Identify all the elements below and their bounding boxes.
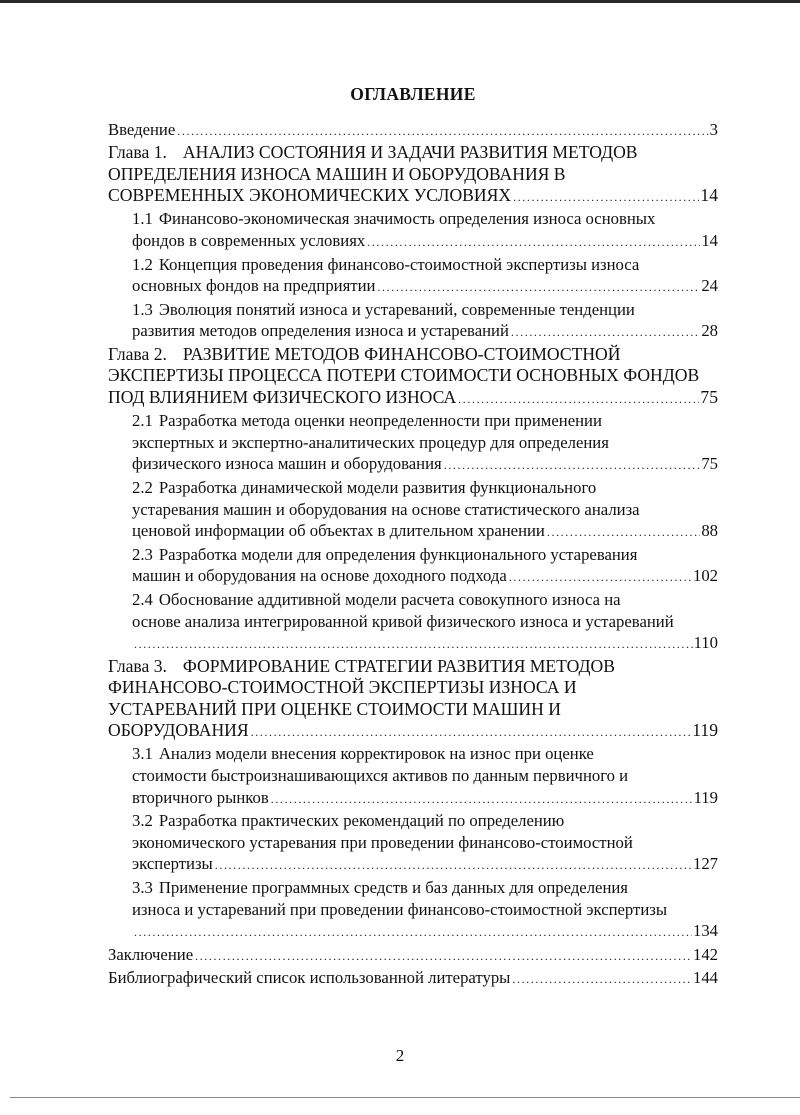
toc-section-entry[interactable] (108, 810, 718, 877)
toc-entry[interactable] (108, 119, 718, 143)
toc-entry-text: Финансово-экономическая значимость определения износа основных (158, 209, 656, 229)
toc-entry-text: РАЗВИТИЕ МЕТОДОВ ФИНАНСОВО-СТОИМОСТНОЙ (182, 343, 621, 364)
section-number: 1.3 (132, 299, 153, 319)
toc-section-entry[interactable] (108, 410, 718, 477)
toc-entry-last-line (108, 387, 718, 410)
toc-entry-text: экспертизы (132, 854, 213, 874)
dot-leader (251, 722, 692, 743)
section-number: 2.4 (132, 589, 153, 609)
chapter-label: Глава 3. (108, 655, 167, 676)
toc-entry-text: основных фондов на предприятии (132, 276, 376, 296)
toc-chapter-entry[interactable] (108, 656, 718, 744)
section-number: 3.1 (132, 744, 153, 764)
toc-page-number: 88 (701, 521, 718, 541)
toc-entry-line (132, 743, 718, 765)
toc-entry-last-line (132, 853, 718, 877)
section-number: 1.1 (132, 209, 153, 229)
toc-section-entry[interactable] (108, 208, 718, 253)
toc-entry-text: ФОРМИРОВАНИЕ СТРАТЕГИИ РАЗВИТИЯ МЕТОДОВ (182, 655, 615, 676)
toc-entry-text: ценовой информации об объектах в длительном хранении (132, 521, 545, 541)
toc-page-number: 75 (700, 386, 718, 407)
toc-entry-last-line (132, 320, 718, 344)
toc-entry-text: устаревания машин и оборудования на основе статистического анализа (132, 499, 640, 519)
toc-entry-line (132, 544, 718, 566)
toc-page-number: 24 (701, 276, 718, 296)
toc-entry-line (132, 832, 718, 854)
section-number: 1.2 (132, 254, 153, 274)
dot-leader (444, 455, 701, 477)
toc-page-number: 102 (692, 566, 718, 586)
toc-entry-last-line (132, 453, 718, 477)
toc-entry-last-line (132, 565, 718, 589)
toc-entry-last-line (108, 967, 718, 991)
toc-entry-last-line (132, 520, 718, 544)
dot-leader (177, 121, 708, 143)
toc-entry-text: ПОД ВЛИЯНИЕМ ФИЗИЧЕСКОГО ИЗНОСА (108, 386, 457, 407)
dot-leader (195, 946, 692, 968)
toc-page-number: 119 (692, 719, 718, 740)
toc-entry-text: экспертных и экспертно-аналитических процедур для определения (132, 432, 609, 452)
toc-entry-line (132, 810, 718, 832)
toc-entry-text: СОВРЕМЕННЫХ ЭКОНОМИЧЕСКИХ УСЛОВИЯХ (108, 185, 512, 205)
page-number: 2 (395, 1046, 405, 1065)
toc-entry-text: фондов в современных условиях (132, 231, 366, 250)
toc-entry-line (108, 365, 718, 386)
toc-page-number: 14 (700, 185, 718, 205)
toc-page (108, 84, 718, 991)
toc-section-entry[interactable] (108, 477, 718, 544)
toc-entry-last-line (108, 720, 718, 743)
toc-section-entry[interactable] (108, 299, 718, 344)
toc-page-number: 134 (692, 921, 718, 941)
section-number: 2.3 (132, 544, 153, 564)
toc-section-entry[interactable] (108, 877, 718, 944)
toc-entry-text: Разработка метода оценки неопределенности при применении (158, 411, 602, 431)
toc-entry-text: Разработка модели для определения функционального устаревания (158, 544, 638, 564)
bottom-rule (10, 1097, 800, 1098)
toc-entry-text: физического износа машин и оборудования (132, 454, 442, 474)
toc-title: ОГЛАВЛЕНИЕ (350, 84, 476, 104)
toc-entry-last-line (132, 632, 718, 656)
toc-entry[interactable] (108, 944, 718, 968)
toc-entry-last-line (108, 185, 718, 208)
dot-leader (511, 322, 700, 344)
toc-entry-line (132, 299, 718, 321)
toc-entry-text: Эволюция понятий износа и устареваний, современные тенденции (158, 299, 635, 319)
toc-entry-text: Применение программных средств и баз данных для определения (158, 877, 628, 897)
toc-entry-last-line (132, 230, 718, 254)
dot-leader (215, 855, 692, 877)
section-number: 3.2 (132, 811, 153, 831)
chapter-label: Глава 2. (108, 343, 167, 364)
toc-list (108, 119, 718, 991)
chapter-label: Глава 1. (108, 142, 167, 163)
toc-entry-text: Обоснование аддитивной модели расчета совокупного износа на (158, 589, 621, 609)
toc-entry-text: ОПРЕДЕЛЕНИЯ ИЗНОСА МАШИН И ОБОРУДОВАНИЯ В (108, 163, 566, 184)
toc-entry-text: Введение (108, 119, 176, 139)
toc-entry-line (132, 899, 718, 921)
toc-entry-line (132, 410, 718, 432)
toc-entry-last-line (132, 920, 718, 944)
toc-entry-line (132, 589, 718, 611)
dot-leader (547, 522, 700, 544)
toc-section-entry[interactable] (108, 254, 718, 299)
toc-entry-line (132, 432, 718, 454)
toc-entry-text: Разработка практических рекомендаций по определению (158, 811, 565, 831)
toc-chapter-entry[interactable] (108, 344, 718, 410)
toc-section-entry[interactable] (108, 743, 718, 810)
toc-entry-line (108, 142, 718, 163)
toc-entry-line (132, 254, 718, 276)
dot-leader (377, 277, 700, 299)
toc-entry-text: ОБОРУДОВАНИЯ (108, 719, 249, 740)
toc-entry-last-line (108, 119, 718, 143)
toc-entry-line (108, 656, 718, 677)
dot-leader (513, 187, 699, 208)
toc-entry-text: Анализ модели внесения корректировок на износ при оценке (158, 744, 594, 764)
dot-leader (367, 232, 700, 254)
toc-section-entry[interactable] (108, 544, 718, 589)
toc-entry-line (132, 765, 718, 787)
dot-leader (458, 389, 699, 410)
toc-entry-line (108, 677, 718, 698)
toc-entry-text: развития методов определения износа и устареваний (132, 321, 509, 341)
scan-edge (0, 0, 800, 3)
toc-entry-text: вторичного рынков (132, 787, 269, 807)
toc-entry-last-line (132, 787, 718, 811)
toc-entry-line (132, 499, 718, 521)
toc-entry-line (132, 877, 718, 899)
toc-entry-line (132, 611, 718, 633)
toc-entry-text: ЭКСПЕРТИЗЫ ПРОЦЕССА ПОТЕРИ СТОИМОСТИ ОСНОВНЫХ ФОНДОВ (108, 365, 700, 386)
toc-page-number: 127 (692, 854, 718, 874)
toc-entry-text: Концепция проведения финансово-стоимостной экспертизы износа (158, 254, 640, 274)
toc-entry-text: ФИНАНСОВО-СТОИМОСТНОЙ ЭКСПЕРТИЗЫ ИЗНОСА И (108, 677, 577, 698)
toc-entry-last-line (108, 944, 718, 968)
toc-page-number: 3 (709, 119, 718, 139)
toc-entry-text: экономического устаревания при проведении финансово-стоимостной (132, 832, 633, 852)
toc-entry-text: износа и устареваний при проведении финансово-стоимостной экспертизы (132, 899, 668, 919)
toc-page-number: 144 (692, 968, 718, 988)
toc-page-number: 75 (701, 454, 718, 474)
toc-chapter-entry[interactable] (108, 142, 718, 208)
toc-entry-text: Разработка динамической модели развития функционального (158, 477, 597, 497)
section-number: 2.1 (132, 411, 153, 431)
toc-entry-text: Библиографический список использованной литературы (108, 968, 511, 988)
toc-page-number: 110 (693, 633, 718, 653)
toc-page-number: 142 (692, 944, 718, 964)
toc-entry-text: машин и оборудования на основе доходного подхода (132, 566, 507, 586)
toc-entry-text: АНАЛИЗ СОСТОЯНИЯ И ЗАДАЧИ РАЗВИТИЯ МЕТОДОВ (182, 142, 638, 163)
dot-leader (271, 789, 693, 811)
toc-entry-line (108, 164, 718, 185)
toc-entry-text: УСТАРЕВАНИЙ ПРИ ОЦЕНКЕ СТОИМОСТИ МАШИН И (108, 698, 561, 719)
section-number: 2.2 (132, 477, 153, 497)
toc-entry-line (132, 477, 718, 499)
toc-page-number: 14 (701, 231, 718, 250)
toc-page-number: 119 (693, 787, 718, 807)
dot-leader (509, 567, 692, 589)
toc-entry-line (108, 699, 718, 720)
dot-leader (134, 634, 693, 656)
section-number: 3.3 (132, 877, 153, 897)
toc-entry-text: Заключение (108, 944, 194, 964)
toc-entry-text: стоимости быстроизнашивающихся активов по данным первичного и (132, 765, 629, 785)
toc-entry-line (108, 344, 718, 365)
dot-leader (512, 969, 692, 991)
dot-leader (134, 922, 692, 944)
toc-entry-line (132, 208, 718, 230)
toc-entry[interactable] (108, 967, 718, 991)
toc-entry-last-line (132, 275, 718, 299)
toc-entry-text: основе анализа интегрированной кривой физического износа и устареваний (132, 611, 674, 631)
toc-section-entry[interactable] (108, 589, 718, 656)
toc-page-number: 28 (701, 321, 718, 341)
